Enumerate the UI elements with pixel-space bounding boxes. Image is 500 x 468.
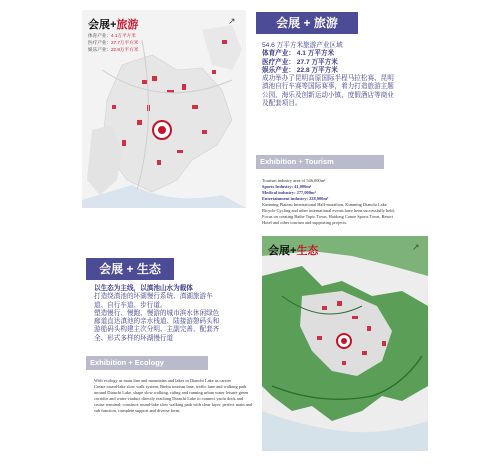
en-line: Entertainment industry: 228,000m²	[262, 196, 329, 201]
north-arrow-icon: ↗	[412, 242, 420, 252]
ecology-map	[262, 236, 428, 451]
cn-line: 打造绕滇池的环湖慢行系统、滇湖旅游车道、自行车道、步行道。	[94, 293, 213, 309]
en-line: Tourism industry area of 546,000m²	[262, 178, 326, 183]
tourism-map-title: 会展+旅游	[88, 19, 139, 31]
en-line: Create round-lake slow walk system, Binhu tourism lane, traffic lane and walking path around Dianchi Lake, shape slow walking, riding and running urban water leisure green corridor and water viaduct directly reaching Dianchi Lake to connect yacht dock and cruise terminal; construct round-lake slow walking path with clear layer, perfect main and sub function, complete support and diverse form.	[94, 384, 252, 413]
tourism-map-stats	[88, 32, 138, 53]
cn-line: 体育产业： 4.1 万平方米	[262, 50, 335, 58]
cn-line: 娱乐产业： 22.8 万平方米	[262, 66, 338, 74]
ecology-en-title-bar: Exhibition + Ecology	[86, 356, 208, 370]
ecology-title-bar: 会展 + 生态	[86, 258, 174, 280]
ecology-map-title: 会展+生态	[268, 245, 319, 257]
tourism-title-bar: 会展 + 旅游	[256, 12, 358, 34]
en-line: Sports Industry: 41,000m²	[262, 184, 312, 189]
cn-line: 以生态为主线，以滇池山水为载体	[94, 285, 193, 292]
north-arrow-icon: ↗	[228, 16, 236, 26]
ecology-map-graphic	[262, 236, 428, 451]
ecology-cn-text	[94, 285, 224, 343]
en-line: Kunming Plateau International Half-marathon, Kunming Dianchi Lake Bicycle Cycling and other international events have been successfully held; Focus on creating Baihe Topic Town, Haidong Canoe Sports Town, Resort Hotel and other tourism and supporting projects.	[262, 202, 395, 225]
map-stat-row: 体育产业：4.1万平方米	[88, 33, 136, 38]
map-stat-row: 娱乐产业：22.8万平方米	[88, 47, 139, 52]
cn-line: 成功举办了昆明高原国际半程马拉松赛、昆明滇池自行车赛等国际赛事，着力打造旅游主题公园、海乐及创新运动小镇、度假酒店等商业及配套项目。	[262, 75, 394, 108]
tourism-map	[82, 10, 246, 208]
tourism-en-text	[262, 178, 398, 226]
en-line: Medical industry: 277,000m²	[262, 190, 316, 195]
cn-line: 医疗产业： 27.7 万平方米	[262, 58, 338, 66]
tourism-en-title-bar: Exhibition + Tourism	[256, 155, 384, 169]
ecology-en-text	[94, 378, 254, 414]
tourism-cn-text	[262, 42, 398, 108]
map-stat-row: 医疗产业：27.7万平方米	[88, 40, 139, 45]
cn-line: 54.6 万平方米旅游产业区域	[262, 42, 343, 49]
cn-line: 塑造慢行、慢跑、慢游的城市滨水休闲绿色廊道直达滇池的亲水栈道、陆接游憩码头和游船码头构建主次分明、主副完善、配套齐全、形式多样的环湖慢行道	[94, 309, 220, 342]
en-line: With ecology as main line and mountains and lakes in Dianchi Lake as carrier	[94, 378, 231, 383]
